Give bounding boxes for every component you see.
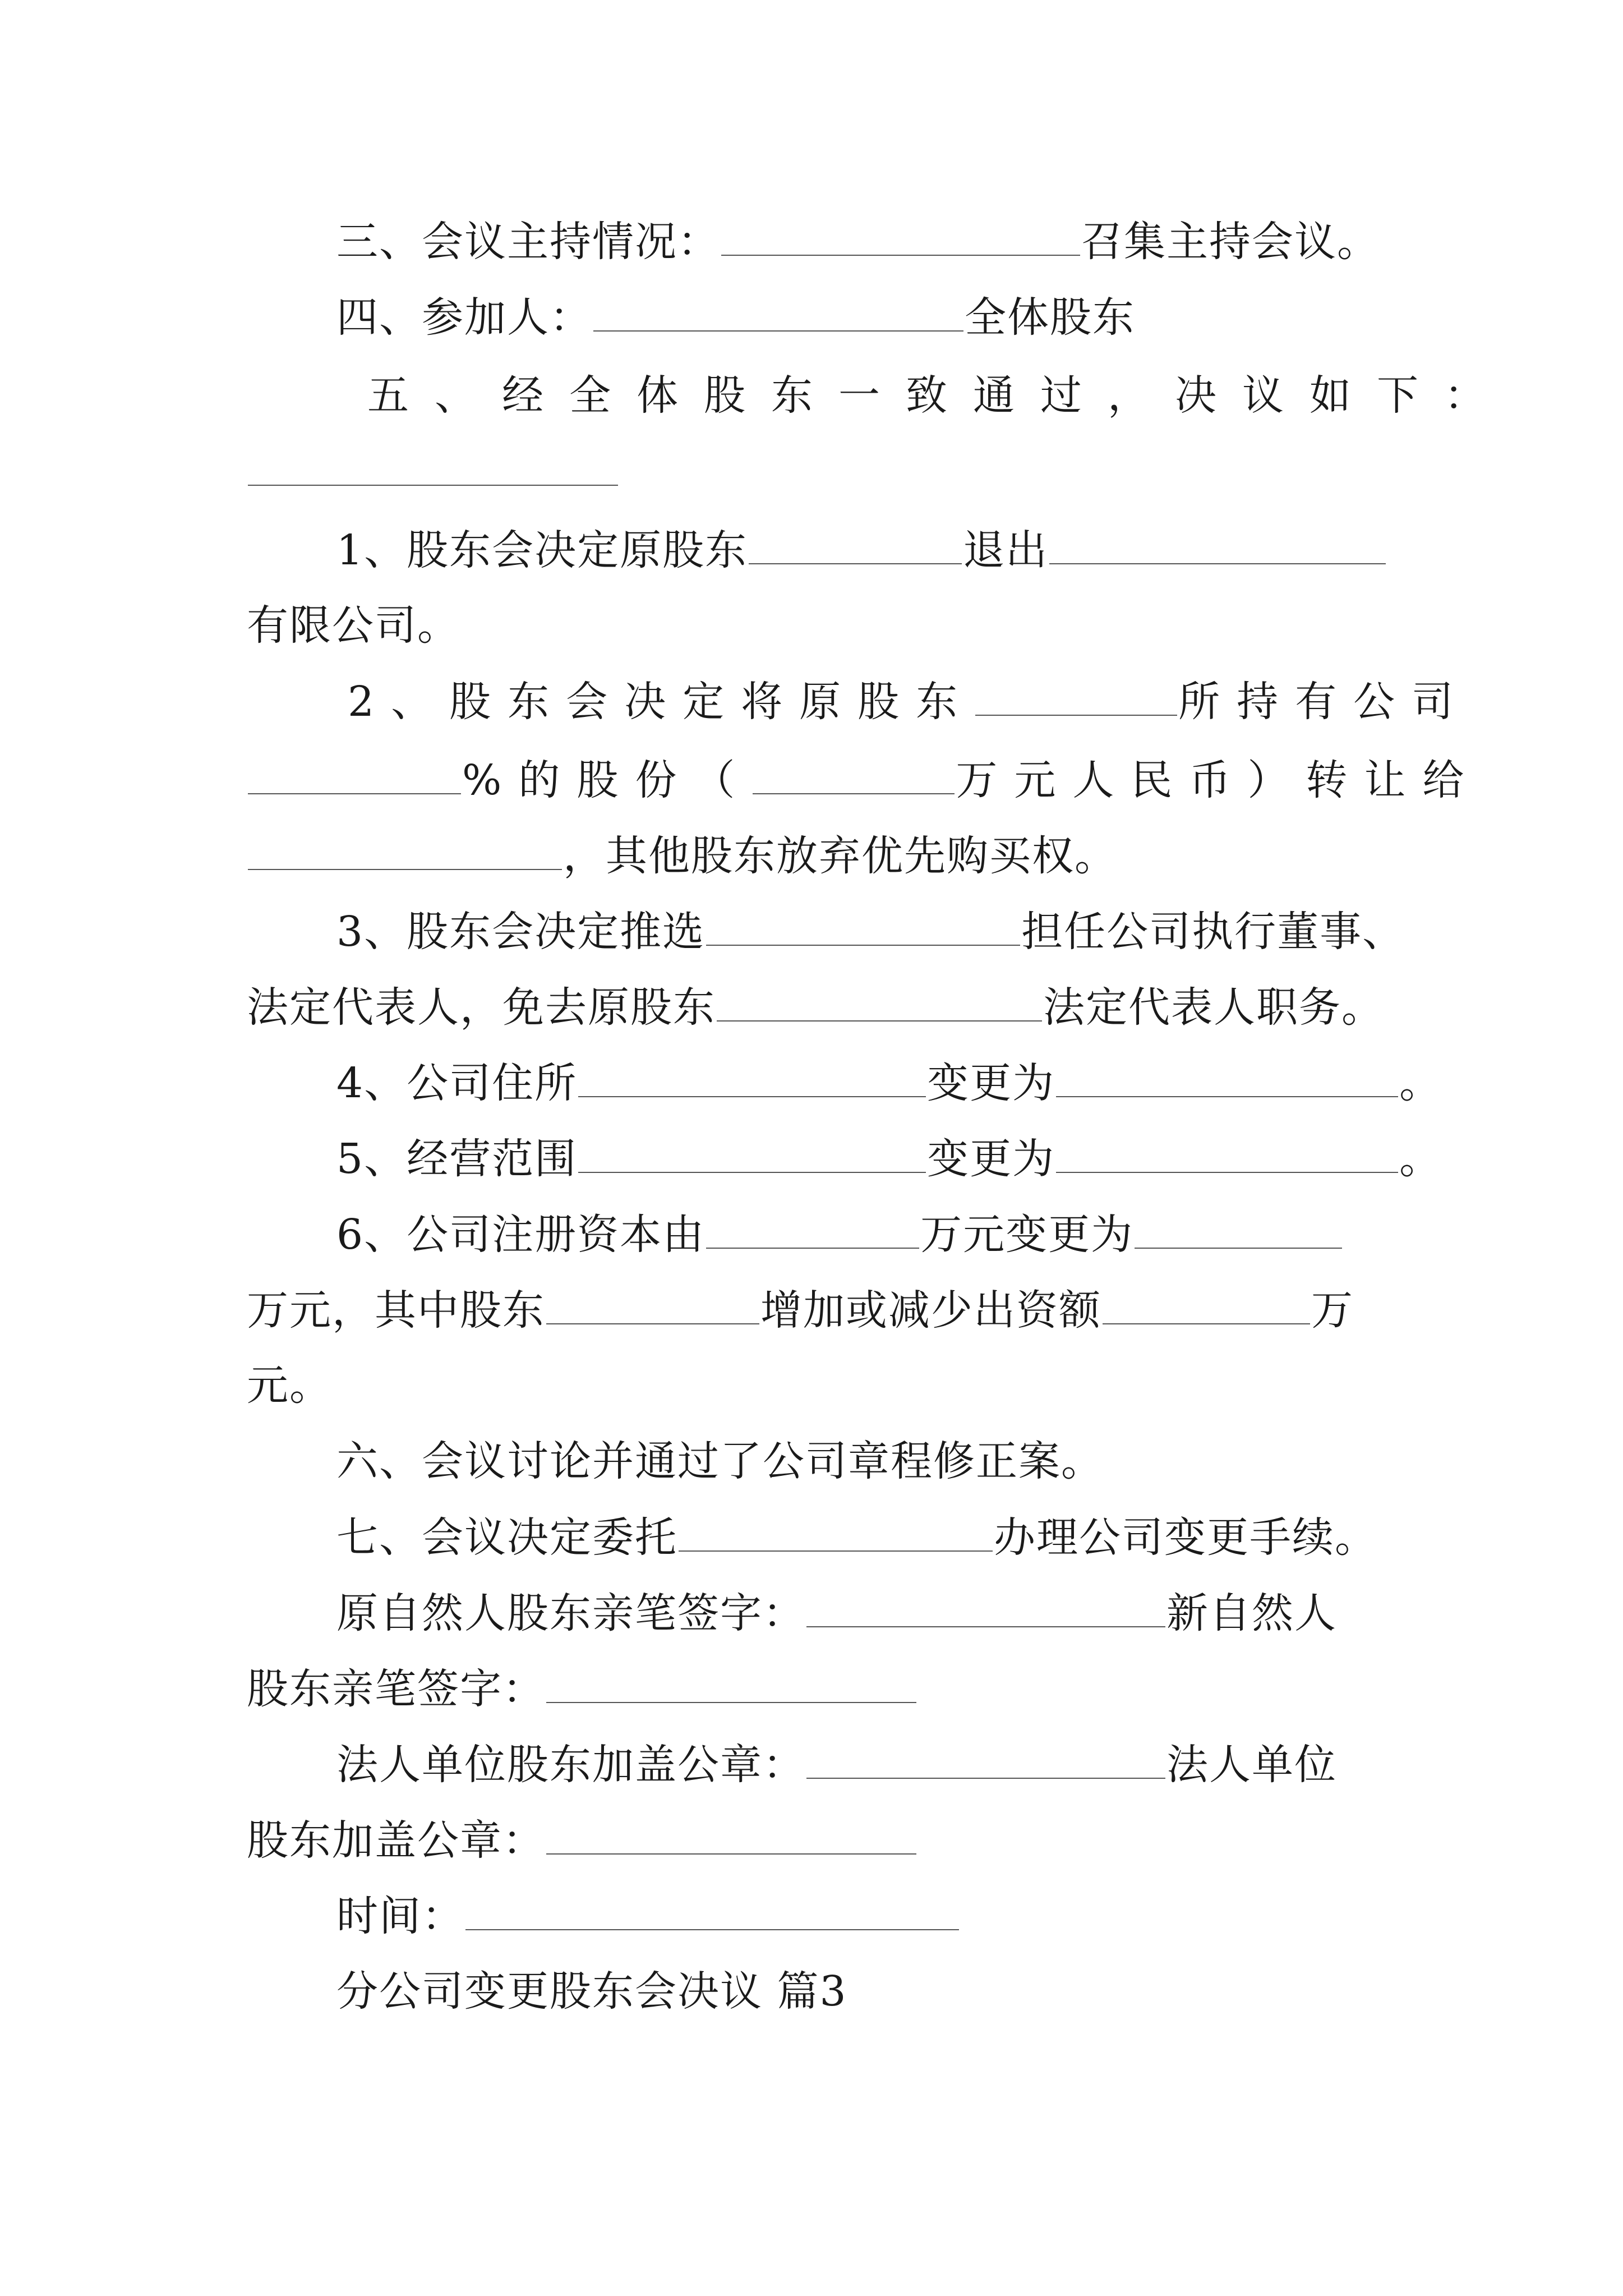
- section-6-text: 六、会议讨论并通过了公司章程修正案。: [336, 1437, 1104, 1485]
- section-3-line: [336, 213, 1380, 270]
- item-5-b: 变更为: [927, 1135, 1055, 1183]
- host-blank[interactable]: [721, 213, 1080, 256]
- item-3-cont: [247, 979, 1384, 1036]
- sign-2-line: [336, 1736, 1337, 1793]
- item-2-cont-2: [247, 827, 1117, 884]
- item-2-d: 万元人民币）转让给: [956, 756, 1481, 804]
- item-6-shareholder-blank[interactable]: [546, 1282, 759, 1324]
- item-1-shareholder-blank[interactable]: [749, 522, 962, 564]
- item-1-c: 有限公司。: [247, 601, 460, 650]
- attendees-blank[interactable]: [593, 289, 963, 332]
- item-6-old-capital-blank[interactable]: [706, 1206, 919, 1249]
- sign-2-b: 法人单位: [1166, 1741, 1337, 1789]
- new-shareholder-signature-blank[interactable]: [546, 1660, 916, 1703]
- item-2-a: 2、股东会决定将原股东: [348, 678, 975, 726]
- item-6-e: 万: [1311, 1286, 1354, 1335]
- date-blank[interactable]: [465, 1888, 959, 1930]
- item-2-b: 所持有公司: [1178, 678, 1470, 726]
- legal-entity-seal-blank-1[interactable]: [806, 1736, 1165, 1779]
- item-2-percent-blank[interactable]: [248, 752, 461, 794]
- date-line: [336, 1888, 960, 1944]
- next-section-title: [336, 1963, 847, 2019]
- agent-blank[interactable]: [679, 1509, 993, 1552]
- next-section-title-text: 分公司变更股东会决议 篇3: [336, 1967, 847, 2016]
- item-1-company-blank[interactable]: [1049, 522, 1386, 564]
- section-4-suffix: 全体股东: [965, 293, 1135, 342]
- section-4-line: [336, 289, 1135, 346]
- item-6-cont-2: [247, 1358, 332, 1414]
- item-1-b: 退出: [963, 526, 1049, 574]
- item-1-cont: [247, 597, 460, 654]
- date-label: 时间：: [336, 1892, 464, 1940]
- item-5-c: 。: [1399, 1135, 1442, 1183]
- item-3-a: 3、股东会决定推选: [336, 908, 706, 956]
- item-4-c: 。: [1399, 1059, 1442, 1107]
- legal-entity-seal-blank-2[interactable]: [546, 1812, 916, 1855]
- resolution-blank[interactable]: [248, 443, 618, 486]
- sign-1-c: 股东亲笔签字：: [247, 1665, 545, 1713]
- item-3-old-rep-blank[interactable]: [717, 979, 1042, 1022]
- sign-1-cont: [247, 1660, 917, 1717]
- item-5-line: [336, 1130, 1442, 1187]
- section-5-line: [367, 367, 1511, 424]
- item-3-c: 法定代表人，免去原股东: [247, 983, 716, 1032]
- item-3-director-blank[interactable]: [706, 903, 1020, 946]
- item-3-b: 担任公司执行董事、: [1021, 908, 1405, 956]
- item-2-shareholder-blank[interactable]: [975, 673, 1177, 716]
- section-7-line: [336, 1509, 1377, 1566]
- section-6-line: [336, 1433, 1104, 1489]
- item-4-new-address-blank[interactable]: [1056, 1055, 1398, 1097]
- item-4-line: [336, 1055, 1442, 1111]
- item-6-new-capital-blank[interactable]: [1135, 1206, 1342, 1249]
- item-1-line: [336, 522, 1387, 578]
- section-7-suffix: 办理公司变更手续。: [994, 1513, 1377, 1562]
- item-5-old-scope-blank[interactable]: [578, 1130, 926, 1173]
- sign-1-a: 原自然人股东亲笔签字：: [336, 1589, 805, 1637]
- item-5-new-scope-blank[interactable]: [1056, 1130, 1398, 1173]
- section-4-prefix: 四、参加人：: [336, 293, 592, 342]
- item-2-cont-1: [247, 752, 1481, 808]
- item-2-amount-blank[interactable]: [753, 752, 955, 794]
- item-4-b: 变更为: [927, 1059, 1055, 1107]
- sign-2-cont: [247, 1812, 917, 1869]
- item-2-transferee-blank[interactable]: [248, 827, 562, 870]
- item-6-cont: [247, 1282, 1354, 1338]
- item-6-b: 万元变更为: [920, 1211, 1134, 1259]
- sign-1-b: 新自然人: [1166, 1589, 1337, 1637]
- item-6-amount-blank[interactable]: [1103, 1282, 1310, 1324]
- item-4-a: 4、公司住所: [336, 1059, 578, 1107]
- item-6-line: [336, 1206, 1343, 1263]
- section-5-blank-line: [247, 443, 619, 500]
- sign-1-line: [336, 1585, 1337, 1641]
- item-6-f: 元。: [247, 1361, 332, 1410]
- item-5-a: 5、经营范围: [336, 1135, 578, 1183]
- item-6-d: 增加或减少出资额: [760, 1286, 1101, 1335]
- item-3-d: 法定代表人职务。: [1043, 983, 1384, 1032]
- item-6-a: 6、公司注册资本由: [336, 1211, 706, 1259]
- item-2-c: %的股份（: [462, 756, 752, 804]
- sign-2-a: 法人单位股东加盖公章：: [336, 1741, 805, 1789]
- section-7-prefix: 七、会议决定委托: [336, 1513, 677, 1562]
- item-2-line: [348, 673, 1470, 730]
- item-6-c: 万元，其中股东: [247, 1286, 545, 1335]
- section-3-suffix: 召集主持会议。: [1081, 218, 1380, 266]
- item-4-old-address-blank[interactable]: [578, 1055, 926, 1097]
- sign-2-c: 股东加盖公章：: [247, 1816, 545, 1865]
- item-1-a: 1、股东会决定原股东: [336, 526, 748, 574]
- old-shareholder-signature-blank[interactable]: [806, 1585, 1165, 1627]
- section-3-prefix: 三、会议主持情况：: [336, 218, 720, 266]
- item-2-e: ，其他股东放弃优先购买权。: [563, 832, 1117, 880]
- item-3-line: [336, 903, 1405, 960]
- section-5-text: 五、经全体股东一致通过，决议如下：: [367, 371, 1511, 420]
